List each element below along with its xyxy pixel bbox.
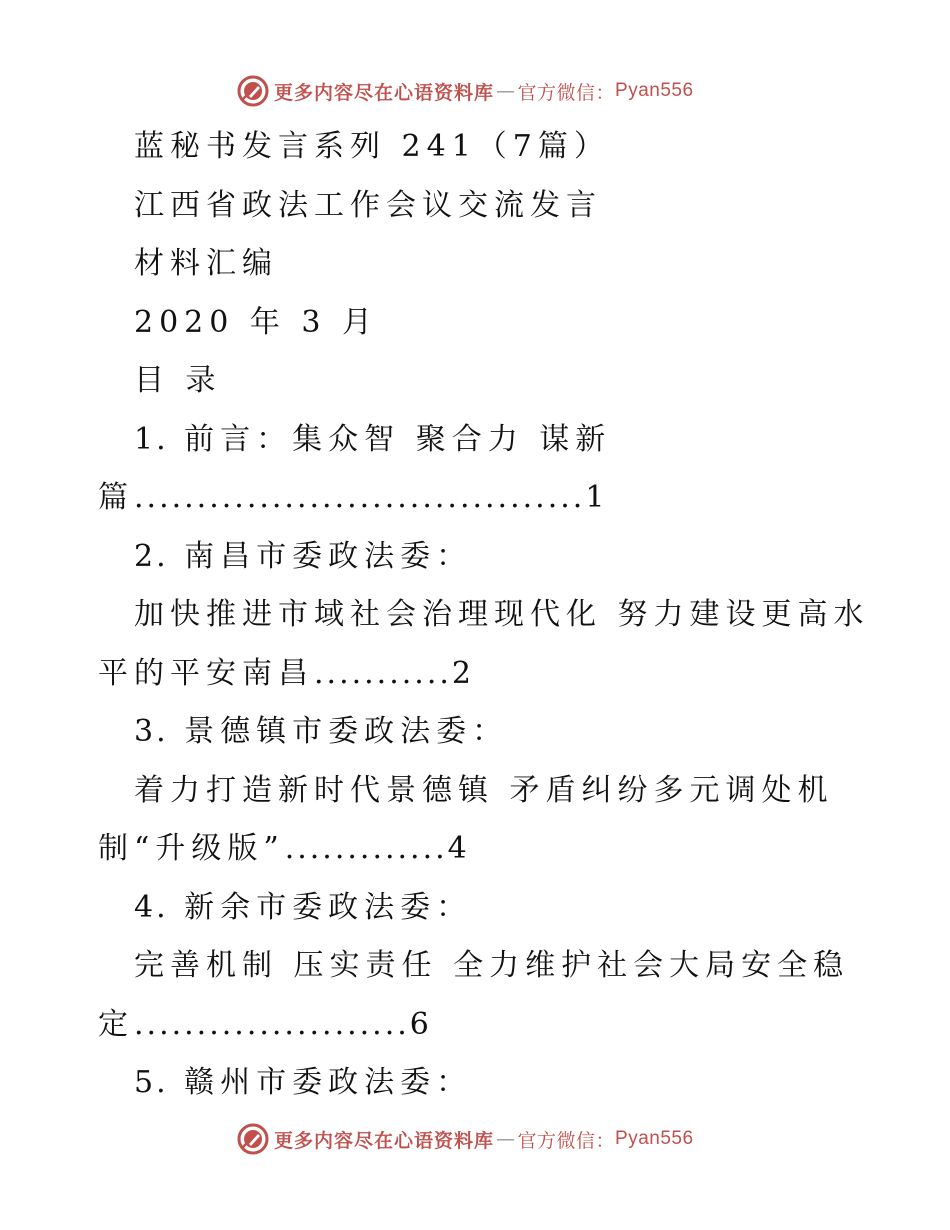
toc-leader-dots: .............: [284, 831, 448, 866]
toc-leader-dots: ....................................: [134, 480, 586, 515]
toc-entry-cont: 制“升级版”: [98, 831, 285, 866]
toc-page-number: 4: [447, 831, 473, 866]
toc-entry-cont: 篇: [98, 480, 134, 515]
toc-entry-3-continuation: [0, 820, 950, 879]
toc-entry-2-heading: [0, 528, 950, 587]
toc-entry-4-title: 完善机制 压实责任 全力维护社会大局安全稳: [134, 948, 850, 983]
toc-entry-3-heading: [0, 703, 950, 762]
toc-page-number: 2: [451, 655, 477, 691]
toc-entry-number: 1.: [134, 421, 169, 457]
series-title: 蓝秘书发言系列 241（7篇）: [134, 129, 610, 164]
toc-entry-1-continuation: [0, 469, 950, 528]
document-title-line2: 材料汇编: [134, 246, 278, 281]
toc-page-number: 1: [585, 480, 611, 515]
watermark-dash: —: [496, 1128, 516, 1150]
toc-entry-5-heading: [0, 1054, 950, 1113]
toc-page-number: 6: [409, 1006, 435, 1042]
watermark-brand: 更多内容尽在心语资料库: [274, 1129, 495, 1152]
watermark-wechat-label: 官方微信：: [517, 81, 616, 104]
watermark-banner-bottom: [236, 1122, 756, 1156]
document-body: [0, 118, 950, 1113]
watermark-banner-top: [236, 74, 756, 108]
pen-circle-logo-icon: [236, 1122, 270, 1156]
watermark-wechat-id: Pyan556: [615, 80, 694, 101]
toc-leader-dots: ...........: [314, 655, 452, 691]
toc-entry-cont: 平的平安南昌: [98, 655, 314, 691]
toc-entry-4-heading: [0, 879, 950, 938]
toc-leader-dots: ......................: [134, 1006, 410, 1042]
watermark-brand: 更多内容尽在心语资料库: [274, 81, 495, 104]
watermark-wechat-label: 官方微信：: [517, 1129, 616, 1152]
toc-entry-number: 4.: [134, 889, 169, 925]
toc-heading: 目 录: [134, 363, 222, 398]
toc-entry-org: 景德镇市委政法委：: [184, 714, 509, 749]
toc-entry-3-title: 着力打造新时代景德镇 矛盾纠纷多元调处机: [134, 772, 834, 808]
toc-entry-cont: 定: [98, 1006, 134, 1042]
watermark-dash: —: [496, 80, 516, 102]
toc-entry-number: 5.: [134, 1065, 169, 1100]
toc-entry-org: 新余市委政法委：: [184, 889, 473, 925]
pen-circle-logo-icon: [236, 74, 270, 108]
toc-entry-4-continuation: [0, 996, 950, 1055]
document-title-line1: 江西省政法工作会议交流发言: [134, 187, 602, 223]
watermark-wechat-id: Pyan556: [615, 1128, 694, 1149]
toc-entry-org: 赣州市委政法委：: [184, 1065, 473, 1100]
toc-entry-org: 前言：集众智 聚合力 谋新: [184, 421, 612, 457]
toc-entry-2-continuation: [0, 645, 950, 704]
toc-entry-1-heading: [0, 411, 950, 470]
toc-entry-org: 南昌市委政法委：: [184, 538, 473, 574]
toc-entry-2-title: 加快推进市域社会治理现代化 努力建设更高水: [134, 597, 870, 632]
document-date: 2020 年 3 月: [134, 304, 379, 340]
toc-entry-number: 3.: [134, 714, 169, 749]
toc-entry-number: 2.: [134, 538, 169, 574]
